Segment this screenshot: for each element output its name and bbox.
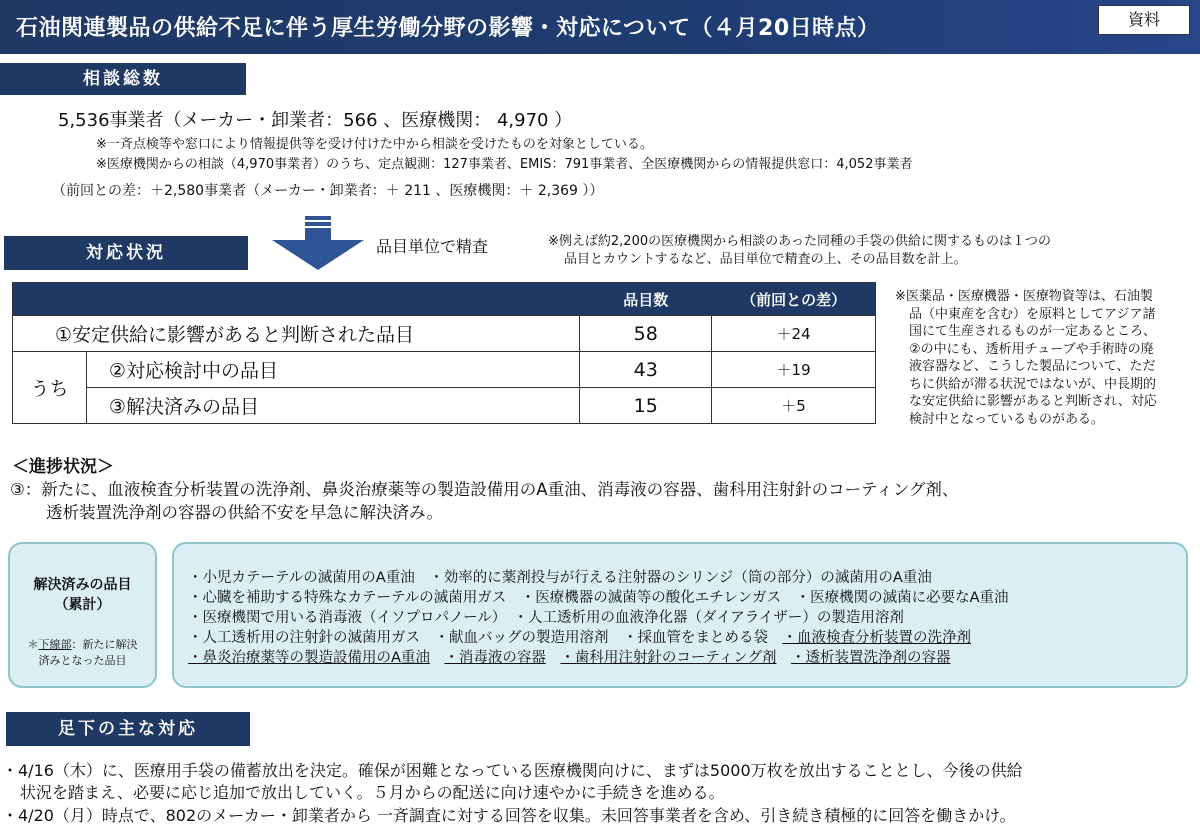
row-count: 43 — [580, 352, 712, 388]
resolved-line — [188, 606, 904, 627]
resolved-item-new: ・透析装置洗浄剤の容器 — [790, 650, 951, 666]
action-item-2: ・4/20（月）時点で、802のメーカー・卸業者から 一斉調査に対する回答を収集。未回答事業者を含め、引き続き積極的に回答を働きかけ。 — [2, 806, 1016, 825]
side-note-line: な安定供給に影響があると判断され、対応 — [909, 394, 1157, 409]
row-label: ①安定供給に影響があると判断された品目 — [13, 316, 580, 352]
section-response-heading: 対応状況 — [4, 236, 248, 270]
side-note-line: ※医薬品・医療機器・医療物資等は、石油製 — [895, 289, 1153, 304]
row-label: ③解決済みの品目 — [86, 388, 579, 424]
resolved-footnote-line-2: 済みとなった品目 — [38, 654, 127, 667]
table-row — [13, 388, 876, 424]
resolved-line — [188, 586, 1009, 607]
resolved-title-1: 解決済みの品目 — [33, 577, 132, 593]
resolved-item-new: ・消毒液の容器 — [444, 650, 546, 666]
resolved-item: ・採血管をまとめる袋 — [623, 630, 768, 646]
table-header-row — [13, 283, 876, 316]
resolved-item: ・医療機関の滅菌に必要なA重油 — [795, 590, 1009, 606]
resolved-item-new: ・血液検査分析装置の洗浄剤 — [782, 630, 971, 646]
progress-line-1: ③：新たに、血液検査分析装置の洗浄剤、鼻炎治療薬等の製造設備用のA重油、消毒液の容器、歯科用注射針のコーティング剤、 — [10, 480, 959, 499]
response-note-line-1: ※例えば約2,200の医療機関から相談のあった同種の手袋の供給に関するものは１つの — [548, 234, 1051, 249]
resolved-title-2: （累計） — [54, 597, 111, 613]
resolved-item: ・効率的に薬剤投与が行える注射器のシリンジ（筒の部分）の滅菌用のA重油 — [429, 570, 932, 586]
table-header-count: 品目数 — [580, 283, 712, 316]
row-diff: ＋19 — [712, 352, 876, 388]
table-header-diff: （前回との差） — [712, 283, 876, 316]
row-diff: ＋24 — [712, 316, 876, 352]
side-note-line: 国にて生産されるものが一定あるところ、 — [909, 324, 1157, 339]
progress-heading: ＜進捗状況＞ — [12, 457, 114, 477]
resolved-item-new: ・鼻炎治療薬等の製造設備用のA重油 — [188, 650, 430, 666]
side-note-line: ちに供給が滞る状況ではないが、中長期的 — [909, 376, 1157, 392]
resolved-item: ・医療機関で用いる消毒液（イソプロパノール） — [188, 610, 500, 626]
resolved-footnote-underline: 下線部 — [38, 638, 72, 651]
consult-total: 5,536事業者（メーカー・卸業者：566 、医療機関： 4,970 ） — [58, 110, 573, 131]
page-title: 石油関連製品の供給不足に伴う厚生労働分野の影響・対応について（４月20日時点） — [16, 16, 880, 41]
resolved-item: ・人工透析用の血液浄化器（ダイアライザー）の製造用溶剤 — [513, 610, 904, 626]
response-note-line-2: 品目とカウントするなど、品目単位で精査の上、その品目数を計上。 — [564, 252, 967, 267]
section-consult-heading: 相談総数 — [0, 63, 246, 95]
resolved-line — [188, 646, 950, 667]
resolved-items-box — [172, 542, 1188, 688]
resolved-line — [188, 566, 932, 587]
table-row — [13, 316, 876, 352]
resolved-item: ・医療機器の滅菌等の酸化エチレンガス — [520, 590, 782, 606]
table-row — [13, 352, 876, 388]
status-table — [12, 282, 876, 424]
row-count: 15 — [580, 388, 712, 424]
table-header-blank — [13, 283, 580, 316]
row-count: 58 — [580, 316, 712, 352]
consult-diff: （前回との差：＋2,580事業者（メーカー・卸業者：＋ 211 、医療機関：＋ 2,369 ）） — [52, 183, 604, 199]
resolved-item: ・小児カテーテルの滅菌用のA重油 — [188, 570, 415, 586]
group-label: うち — [13, 352, 87, 424]
resolved-item: ・心臓を補助する特殊なカテーテルの滅菌用ガス — [188, 590, 507, 606]
resolved-item: ・人工透析用の注射針の滅菌用ガス — [188, 630, 420, 646]
section-actions-heading: 足下の主な対応 — [6, 712, 250, 746]
progress-line-2: 透析装置洗浄剤の容器の供給不安を早急に解決済み。 — [46, 503, 443, 522]
consult-note-1: ※一斉点検等や窓口により情報提供等を受け付けた中から相談を受けたものを対象としている。 — [96, 137, 653, 152]
resolved-footnote-rest: ：新たに解決 — [71, 638, 138, 651]
row-label: ②対応検討中の品目 — [86, 352, 579, 388]
document-badge: 資料 — [1098, 5, 1190, 35]
side-note-line: 液容器など、こうした製品について、ただ — [909, 359, 1156, 374]
resolved-footnote: ＊下線部：新たに解決 — [27, 638, 138, 651]
action-item-1-line-2: 状況を踏まえ、必要に応じ追加で放出していく。５月からの配送に向け速やかに手続きを進める。 — [20, 783, 725, 802]
side-note-line: 品（中東産を含む）を原料としてアジア諸 — [909, 306, 1156, 322]
side-note — [895, 288, 1195, 428]
resolved-label-box — [8, 542, 157, 688]
consult-note-2: ※医療機関からの相談（4,970事業者）のうち、定点観測：127事業者、EMIS：791事業者、全医療機関からの情報提供窓口：4,052事業者 — [96, 157, 913, 172]
resolved-item-new: ・歯科用注射針のコーティング剤 — [560, 650, 777, 666]
side-note-line: 検討中となっているものがある。 — [909, 411, 1105, 427]
row-diff: ＋5 — [712, 388, 876, 424]
side-note-line: ②の中にも、透析用チューブや手術時の廃 — [909, 341, 1154, 357]
arrow-label: 品目単位で精査 — [376, 237, 489, 256]
resolved-line — [188, 626, 971, 647]
resolved-item: ・献血バッグの製造用溶剤 — [434, 630, 609, 646]
action-item-1-line-1: ・4/16（木）に、医療用手袋の備蓄放出を決定。確保が困難となっている医療機関向けに、まずは5000万枚を放出することとし、今後の供給 — [2, 761, 1023, 780]
arrow-down-icon — [270, 216, 366, 272]
